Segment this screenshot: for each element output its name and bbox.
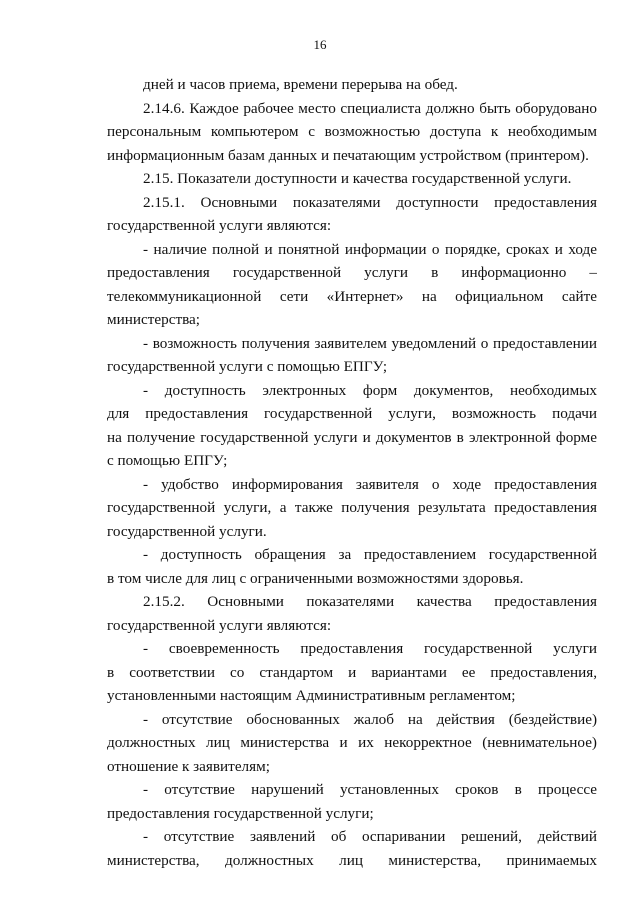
paragraph-p9 xyxy=(107,543,597,590)
text-line: - удобство информирования заявителя о ходе предоставления xyxy=(143,475,597,493)
text-line: государственной услуги с помощью ЕПГУ; xyxy=(107,358,388,375)
text-line: 2.15.2. Основными показателями качества предоставления xyxy=(143,593,597,610)
text-line: информационным базам данных и печатающим устройством (принтером). xyxy=(107,146,589,164)
page-number: 16 xyxy=(313,37,327,52)
text-line: 2.14.6. Каждое рабочее место специалиста должно быть оборудовано xyxy=(143,99,597,117)
paragraph-p14 xyxy=(107,825,597,872)
text-line: министерства; xyxy=(107,311,201,328)
text-line: предоставления государственной услуги; xyxy=(107,804,374,822)
text-line: - отсутствие нарушений установленных сроков в процессе xyxy=(143,781,597,798)
paragraph-p4 xyxy=(107,191,597,238)
document-body xyxy=(107,73,597,872)
text-line: телекоммуникационной сети «Интернет» на официальном сайте xyxy=(107,287,597,305)
paragraph-p11 xyxy=(107,637,597,708)
text-line: на получение государственной услуги и документов в электронной форме xyxy=(107,428,597,446)
paragraph-p10 xyxy=(107,590,597,637)
text-line: для предоставления государственной услуги, возможность подачи xyxy=(107,405,597,422)
text-line: отношение к заявителям; xyxy=(107,757,270,775)
text-line: - доступность обращения за предоставлением государственной xyxy=(143,546,597,563)
paragraph-p7 xyxy=(107,379,597,473)
paragraph-p6 xyxy=(107,332,597,379)
text-line: - наличие полной и понятной информации о порядке, сроках и ходе xyxy=(143,240,597,258)
text-line: - отсутствие заявлений об оспаривании решений, действий xyxy=(143,828,597,845)
text-line: государственной услуги. xyxy=(107,522,267,540)
text-line: 2.15.1. Основными показателями доступности предоставления xyxy=(143,193,597,211)
text-line: государственной услуги являются: xyxy=(107,217,332,234)
text-line: государственной услуги являются: xyxy=(107,616,332,634)
text-line: установленными настоящим Административным регламентом; xyxy=(107,687,516,704)
text-line: персональным компьютером с возможностью доступа к необходимым xyxy=(107,123,597,140)
text-line: предоставления государственной услуги в информационно – xyxy=(107,264,597,281)
text-line: в соответствии со стандартом и вариантами ее предоставления, xyxy=(107,663,597,681)
paragraph-p3 xyxy=(107,167,597,191)
paragraph-p8 xyxy=(107,473,597,544)
paragraph-p13 xyxy=(107,778,597,825)
text-line: 2.15. Показатели доступности и качества государственной услуги. xyxy=(143,170,572,187)
text-line: дней и часов приема, времени перерыва на обед. xyxy=(143,76,458,93)
paragraph-p12 xyxy=(107,708,597,779)
text-line: министерства, должностных лиц министерства, принимаемых xyxy=(107,851,597,869)
text-line: должностных лиц министерства и их некорректное (невнимательное) xyxy=(107,734,597,751)
paragraph-p5 xyxy=(107,238,597,332)
text-line: - отсутствие обоснованных жалоб на действия (бездействие) xyxy=(143,710,597,728)
paragraph-p2 xyxy=(107,97,597,168)
text-line: - возможность получения заявителем уведомлений о предоставлении xyxy=(143,334,597,352)
text-line: государственной услуги, а также получения результата предоставления xyxy=(107,499,597,516)
text-line: - доступность электронных форм документов, необходимых xyxy=(143,381,597,399)
text-line: в том числе для лиц с ограниченными возможностями здоровья. xyxy=(107,569,524,587)
text-line: - своевременность предоставления государственной услуги xyxy=(143,640,597,657)
text-line: с помощью ЕПГУ; xyxy=(107,452,228,469)
paragraph-p1 xyxy=(107,73,597,97)
